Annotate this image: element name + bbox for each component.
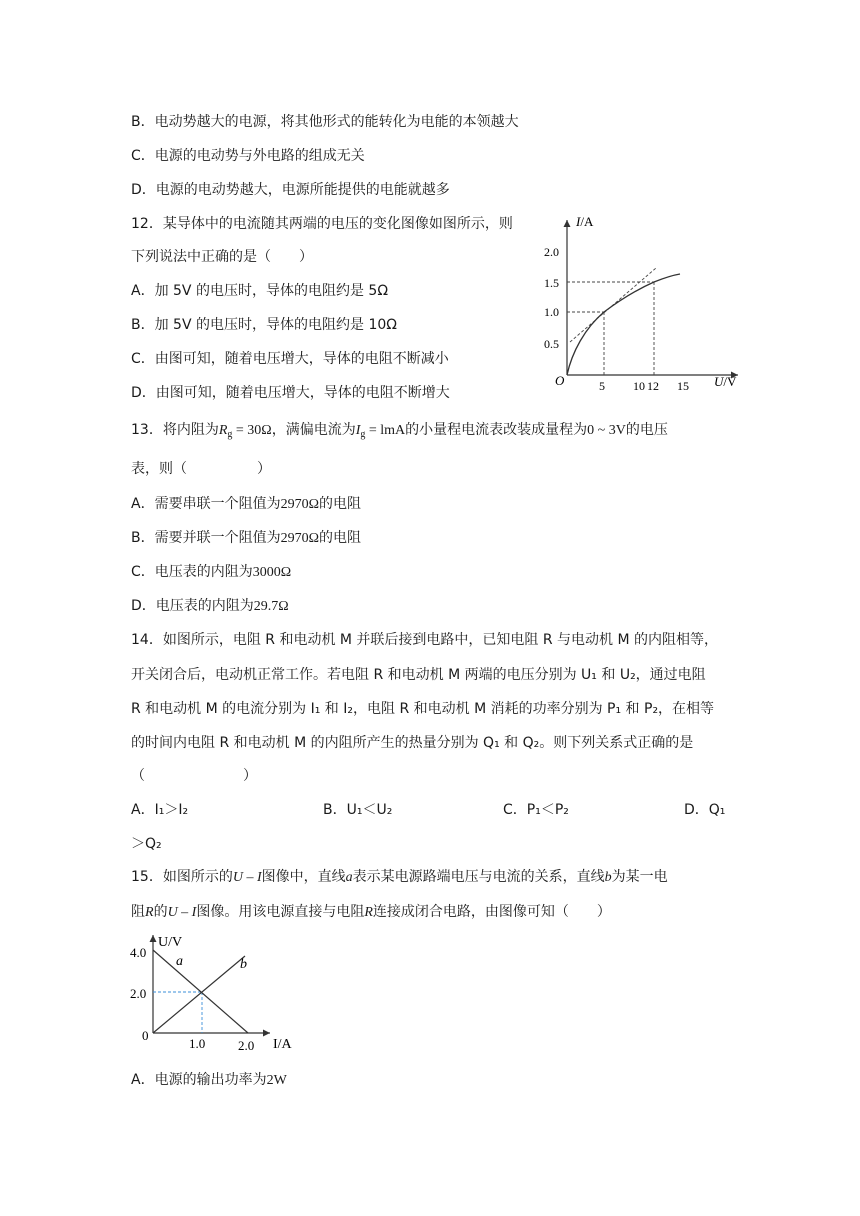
q15-y-label: U/V: [158, 935, 183, 950]
q11-option-c: C．电源的电动势与外电路的组成无关: [131, 148, 365, 164]
q14-line2: 开关闭合后，电动机正常工作。若电阻 R 和电动机 M 两端的电压分别为 U₁ 和 U₂，通过电阻: [131, 667, 706, 683]
q15-option-a: A．电源的输出功率为2W: [131, 1072, 287, 1088]
q12-option-c: C．由图可知，随着电压增大，导体的电阻不断减小: [131, 351, 449, 367]
q13-option-d: D．电压表的内阻为29.7Ω: [131, 598, 289, 614]
q12-option-d: D．由图可知，随着电压增大，导体的电阻不断增大: [131, 385, 450, 401]
q13-option-b: B．需要并联一个阻值为2970Ω的电阻: [131, 530, 362, 546]
q15-y-tick: 4.0: [130, 945, 147, 960]
q14-option-a: A．I₁＞I₂: [131, 802, 189, 818]
q12-option-a: A．加 5V 的电压时，导体的电阻约是 5Ω: [131, 283, 389, 299]
q13-option-a: A．需要串联一个阻值为2970Ω的电阻: [131, 496, 361, 512]
q15-x-tick: 2.0: [238, 1038, 255, 1053]
q12-x-tick: 12: [647, 379, 659, 392]
q15-line-a-label: a: [176, 954, 183, 969]
q14-option-d: D．Q₁: [684, 802, 726, 818]
q12-y-tick: 2.0: [544, 245, 559, 259]
q13-stem-line1: 13．将内阻为$R_g = 30\Omega$，满偏电流为$I_g$ = lmA的小量程电流表改装成量程为0 ~ 3V的电压: [131, 422, 668, 440]
q15-line-b-label: b: [240, 957, 247, 972]
q12-origin-label: O: [555, 373, 565, 388]
q12-y-label: I/A: [576, 214, 594, 229]
q14-line4: 的时间内电阻 R 和电动机 M 的内阻所产生的热量分别为 Q₁ 和 Q₂。则下列关系式正确的是: [131, 735, 694, 751]
q12-stem-line2: 下列说法中正确的是（ ）: [131, 249, 313, 265]
q14-line5: （ ）: [131, 768, 257, 784]
q12-guide-lines: [567, 268, 656, 375]
q12-y-tick: 0.5: [544, 337, 559, 351]
q15-y-tick: 2.0: [130, 986, 147, 1001]
q12-iu-curve: [567, 274, 680, 375]
q12-x-tick: 5: [599, 379, 605, 392]
q15-line1: 15．如图所示的U – I图像中，直线a表示某电源路端电压与电流的关系，直线b为某一电: [131, 869, 668, 885]
q12-x-label: U/V: [714, 374, 737, 389]
q14-line1: 14．如图所示，电阻 R 和电动机 M 并联后接到电路中，已知电阻 R 与电动机 M 的内阻相等，: [131, 632, 719, 648]
q12-option-b: B．加 5V 的电压时，导体的电阻约是 10Ω: [131, 317, 397, 333]
q15-x-label: I/A: [273, 1037, 292, 1052]
q15-origin-label: 0: [142, 1028, 149, 1043]
q12-iu-graph: [540, 212, 755, 392]
q15-x-tick: 1.0: [189, 1036, 206, 1051]
q15-line-b: [153, 956, 245, 1033]
q15-line2: 阻R的U – I图像。用该电源直接与电阻R连接成闭合电路，由图像可知（ ）: [131, 904, 611, 920]
q14-option-b: B．U₁＜U₂: [323, 802, 393, 818]
q12-x-tick: 10: [633, 379, 645, 392]
q13-option-c: C．电压表的内阻为3000Ω: [131, 564, 292, 580]
q15-ui-graph: [128, 930, 308, 1060]
q12-y-tick: 1.0: [544, 305, 559, 319]
q11-option-d: D．电源的电动势越大，电源所能提供的电能就越多: [131, 182, 450, 198]
q12-stem-line1: 12．某导体中的电流随其两端的电压的变化图像如图所示，则: [131, 216, 513, 232]
q13-stem-line2: 表，则（ ）: [131, 461, 271, 477]
q14-line3: R 和电动机 M 的电流分别为 I₁ 和 I₂，电阻 R 和电动机 M 消耗的功率分别为 P₁ 和 P₂，在相等: [131, 701, 715, 717]
q14-option-c: C．P₁＜P₂: [503, 802, 569, 818]
q11-option-b: B．电动势越大的电源，将其他形式的能转化为电能的本领越大: [131, 114, 519, 130]
q12-x-tick: 15: [677, 379, 689, 392]
q12-y-tick: 1.5: [544, 276, 559, 290]
q14-option-d-cont: ＞Q₂: [131, 836, 162, 852]
